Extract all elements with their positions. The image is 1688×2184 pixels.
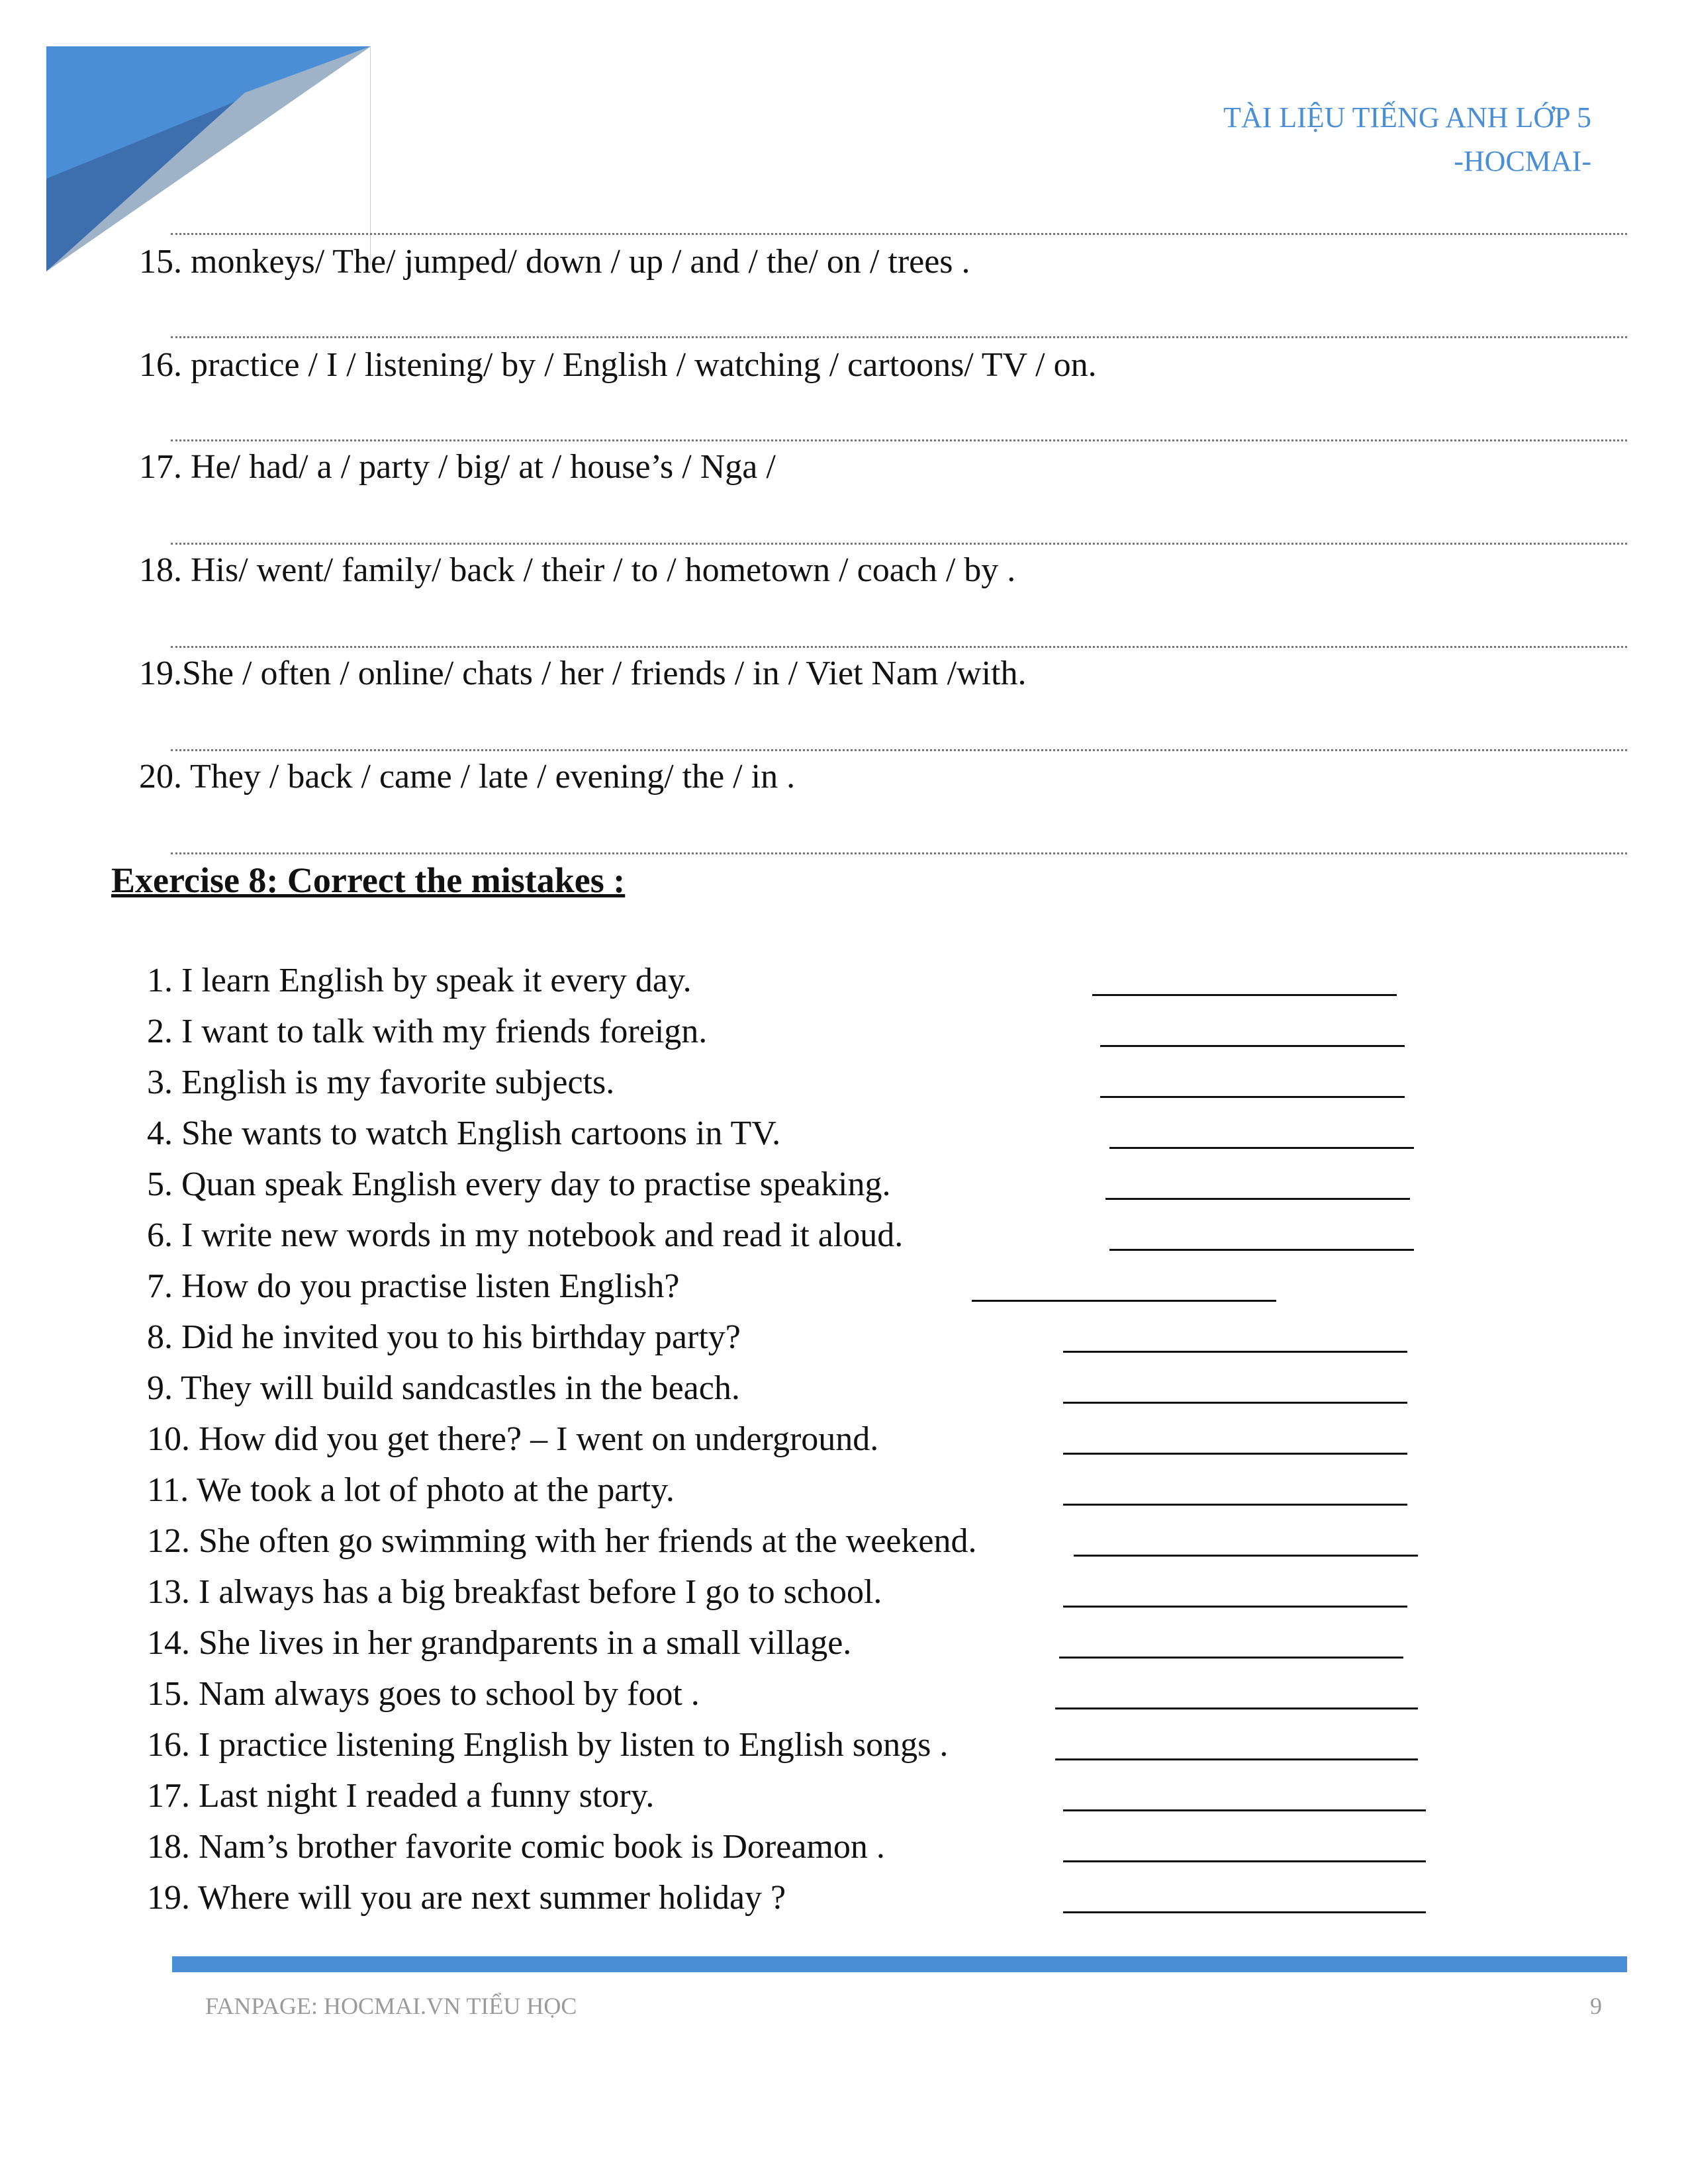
answer-line — [171, 543, 1627, 545]
answer-line — [171, 646, 1627, 648]
correction-item: 7. How do you practise listen English? — [147, 1267, 680, 1305]
correction-item: 1. I learn English by speak it every day. — [147, 962, 692, 999]
correction-item: 19. Where will you are next summer holiday ? — [147, 1879, 786, 1917]
reorder-item: 15. monkeys/ The/ jumped/ down / up / and / the/ on / trees . — [139, 243, 970, 281]
page-number: 9 — [1590, 1993, 1602, 2019]
correction-item: 9. They will build sandcastles in the beach. — [147, 1369, 740, 1407]
correction-item: 11. We took a lot of photo at the party. — [147, 1471, 675, 1509]
correction-item: 14. She lives in her grandparents in a small village. — [147, 1624, 852, 1662]
answer-blank — [1063, 1351, 1407, 1353]
answer-blank — [1092, 994, 1397, 996]
answer-blank — [1059, 1657, 1403, 1659]
answer-blank — [1063, 1860, 1426, 1862]
answer-blank — [1109, 1249, 1414, 1251]
answer-blank — [1100, 1096, 1405, 1098]
correction-item: 8. Did he invited you to his birthday party? — [147, 1318, 741, 1356]
answer-blank — [1063, 1453, 1407, 1455]
answer-blank — [1074, 1555, 1418, 1557]
answer-blank — [1055, 1758, 1418, 1760]
header-subtitle: -HOCMAI- — [1454, 145, 1591, 177]
correction-item: 5. Quan speak English every day to practise speaking. — [147, 1165, 891, 1203]
correction-item: 2. I want to talk with my friends foreign. — [147, 1013, 708, 1050]
correction-item: 4. She wants to watch English cartoons in TV. — [147, 1115, 781, 1152]
answer-blank — [1055, 1707, 1418, 1709]
exercise-8-title: Exercise 8: Correct the mistakes : — [111, 860, 626, 900]
answer-blank — [1063, 1809, 1426, 1811]
hocmai-logo-decoration — [46, 46, 371, 271]
footer-fanpage: FANPAGE: HOCMAI.VN TIỂU HỌC — [205, 1993, 577, 2019]
correction-item: 18. Nam’s brother favorite comic book is Doreamon . — [147, 1828, 885, 1866]
answer-line — [171, 336, 1627, 338]
answer-line — [171, 439, 1627, 441]
answer-blank — [1063, 1606, 1407, 1608]
reorder-item: 20. They / back / came / late / evening/ the / in . — [139, 758, 796, 796]
answer-line — [171, 852, 1627, 854]
correction-item: 17. Last night I readed a funny story. — [147, 1777, 655, 1815]
footer-bar — [172, 1956, 1627, 1972]
correction-item: 10. How did you get there? – I went on underground. — [147, 1420, 879, 1458]
answer-blank — [1105, 1198, 1410, 1200]
correction-item: 15. Nam always goes to school by foot . — [147, 1675, 700, 1713]
correction-item: 13. I always has a big breakfast before I go to school. — [147, 1573, 882, 1611]
answer-blank — [1063, 1504, 1407, 1506]
answer-blank — [972, 1300, 1276, 1302]
answer-blank — [1109, 1147, 1414, 1149]
correction-item: 12. She often go swimming with her friends at the weekend. — [147, 1522, 977, 1560]
answer-blank — [1063, 1911, 1426, 1913]
reorder-item: 17. He/ had/ a / party / big/ at / house’s / Nga / — [139, 448, 776, 486]
reorder-item: 19.She / often / online/ chats / her / friends / in / Viet Nam /with. — [139, 655, 1027, 692]
answer-blank — [1063, 1402, 1407, 1404]
reorder-item: 16. practice / I / listening/ by / English / watching / cartoons/ TV / on. — [139, 346, 1097, 384]
answer-line — [171, 233, 1627, 235]
correction-item: 3. English is my favorite subjects. — [147, 1064, 615, 1101]
answer-line — [171, 749, 1627, 751]
reorder-item: 18. His/ went/ family/ back / their / to / hometown / coach / by . — [139, 551, 1016, 589]
answer-blank — [1100, 1045, 1405, 1047]
correction-item: 16. I practice listening English by listen to English songs . — [147, 1726, 949, 1764]
header-title: TÀI LIỆU TIẾNG ANH LỚP 5 — [1223, 101, 1591, 134]
correction-item: 6. I write new words in my notebook and read it aloud. — [147, 1216, 904, 1254]
